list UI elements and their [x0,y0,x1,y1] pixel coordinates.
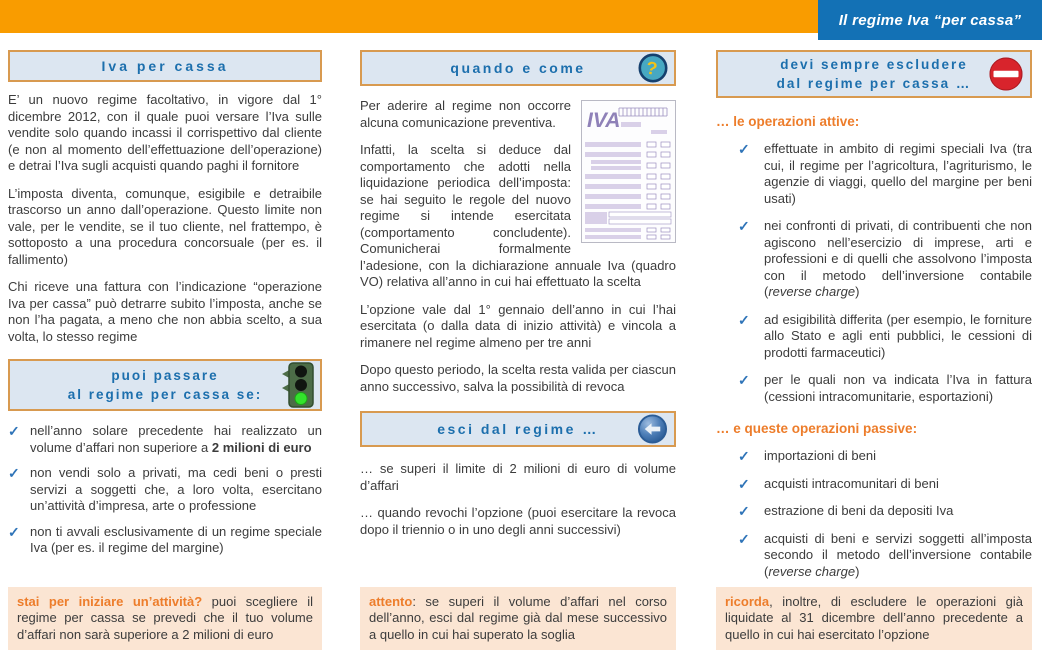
section-header-label: Iva per cassa [101,58,229,74]
paragraph-intro: E’ un nuovo regime facoltativo, in vigore dal 1° dicembre 2012, con il quale puoi versare l’Iva sulle vendite solo quando incassi il corrispettivo dal cliente (e non al momento dell’effettuazione dell’operazione) e detrai l’Iva sugli acquisti quando paghi il fornitore [8,92,322,173]
exit-condition: … se superi il limite di 2 milioni di euro di volume d’affari [360,461,676,493]
exit-condition: … quando revochi l’opzione (puoi esercitare la revoca dopo il triennio o in uno degli anni successivi) [360,505,676,537]
check-icon: ✓ [738,218,750,234]
iva-form-label: IVA [587,109,621,132]
check-icon: ✓ [738,475,750,492]
note-lead: stai per iniziare un’attività? [17,593,203,609]
section-header-line: puoi passare [111,368,219,383]
note-text: puoi scegliere il regime per cassa se prevedi che il tuo volume d’affari non sarà superiore a 2 milioni di euro [17,593,313,642]
column-esclusioni [716,50,1032,654]
text-segment: nell’anno solare precedente hai realizzato un volume d’affari non superiore a [30,423,322,455]
text-segment-italic: reverse charge [768,284,856,299]
text-segment: ) [855,284,860,299]
back-arrow-icon [637,414,668,445]
text-segment: ) [855,563,860,579]
heading-operazioni-attive: … le operazioni attive: [716,114,860,129]
check-icon: ✓ [738,311,750,328]
check-icon: ✓ [738,448,750,464]
section-header-label: quando e come [450,60,586,76]
check-icon: ✓ [738,141,750,157]
check-item [716,503,1032,520]
page-title: Il regime Iva “per cassa” [818,0,1042,40]
check-item [716,218,1032,301]
text-segment-italic: reverse charge [768,563,856,579]
check-text: per le quali non va indicata l’Iva in fattura (cessioni intracomunitarie, esportazioni) [764,372,1032,404]
paragraph-fattura: Chi riceve una fattura con l’indicazione “operazione Iva per cassa” può detrarre subito l’imposta, anche se non l’ha pagata, a meno che non abbia scelto, a sua volta, lo stesso regime [8,279,322,344]
heading-operazioni-passive: … e queste operazioni passive: [716,421,918,436]
check-item [8,423,322,456]
question-glyph: ? [644,57,662,80]
paragraph-adesione: Per aderire al regime non occorre alcuna comunicazione preventiva. [360,98,571,130]
note-box-ricorda [716,587,1032,651]
check-item [8,524,322,557]
check-text: acquisti intracomunitari di beni [764,475,939,491]
note-text: , inoltre, di escludere le operazioni già liquidate al 31 dicembre dell’anno precedente a quello in cui hai esercitato l’opzione [725,593,1023,642]
check-item [716,141,1032,207]
traffic-light-icon [280,362,314,408]
paragraph-comportamento: Infatti, la scelta si deduce dal comportamento che adotti nella liquidazione periodica dell’imposta: se hai seguito le regole del nuovo regime si intende esercitata (comportamento concludente). Comunicherai formalmente l’adesione, con la dichiarazione annuale Iva (quadro VO) relativa all’anno in cui hai effettuato la scelta [360,142,676,289]
check-item [716,531,1032,581]
check-item [8,465,322,515]
question-mark-icon [638,53,668,83]
section-header-line: al regime per cassa se: [67,387,263,402]
check-icon: ✓ [738,530,750,547]
section-header-line: dal regime per cassa … [776,76,972,91]
note-lead: ricorda [725,593,770,609]
check-icon: ✓ [738,503,750,519]
section-header-quando-e-come [360,50,676,86]
no-entry-icon [988,56,1024,92]
text-segment: acquisti di beni e servizi soggetti all’imposta secondo il metodo dell’inversione contabile ( [764,530,1032,579]
column-iva-per-cassa [8,50,322,654]
text-segment: nei confronti di privati, di contribuenti che non agiscono nell’esercizio di imprese, arti e professioni e di quelli che assolvono l’imposta con il metodo dell’inversione contabile ( [764,218,1032,299]
section-header-puoi-passare [8,359,322,411]
check-text: non vendi solo a privati, ma cedi beni o presti servizi a soggetti che, a loro volta, esercitano un’attività d’impresa, arte o professione [30,465,322,513]
check-item [716,372,1032,405]
note-box-inizio-attivita [8,587,322,651]
check-text [764,531,1032,581]
column-quando-e-come [360,50,676,654]
check-icon: ✓ [738,372,750,388]
check-item [716,476,1032,493]
check-text: effettuate in ambito di regimi speciali Iva (tra cui, il regime per l’agricoltura, l’agriturismo, le agenzie di viaggi, quello del margine per beni usati) [764,141,1032,206]
text-segment-bold: 2 milioni di euro [211,439,312,455]
section-header-label: esci dal regime … [437,421,599,437]
check-text: ad esigibilità differita (per esempio, le forniture allo Stato e agli enti pubblici, le cessioni di prodotti farmaceutici) [764,311,1032,360]
check-item [716,448,1032,465]
check-text [764,218,1032,301]
check-text: estrazione di beni da depositi Iva [764,503,954,518]
section-header-esclusioni [716,50,1032,98]
section-header-iva-per-cassa [8,50,322,82]
check-icon: ✓ [8,523,20,540]
section-header-esci-dal-regime [360,411,676,447]
check-icon: ✓ [8,423,20,439]
paragraph-periodo: Dopo questo periodo, la scelta resta valida per ciascun anno successivo, salva la possibilità di revoca [360,362,676,394]
note-lead: attento [369,593,413,609]
iva-form-image [581,100,676,243]
check-item [716,312,1032,362]
section-header-line: devi sempre escludere [780,57,968,72]
paragraph-esigibilita: L’imposta diventa, comunque, esigibile e detraibile trascorso un anno dall’operazione. Questo limite non vale, per le vendite, se il tuo cliente, nel frattempo, è sottoposto a una procedura concorsuale (per es. il fallimento) [8,185,322,267]
note-text: : se superi il volume d’affari nel corso dell’anno, esci dal regime già dal mese successivo a quello in cui hai superato la soglia [369,593,667,642]
check-icon: ✓ [8,465,20,481]
paragraph-opzione: L’opzione vale dal 1° gennaio dell’anno in cui l’hai esercitata (o dalla data di inizio attività) e vincola a rimanere nel regime almeno per tre anni [360,301,676,350]
note-box-attento [360,587,676,651]
check-text: non ti avvali esclusivamente di un regime speciale Iva (per es. il regime del margine) [30,523,322,555]
check-text: importazioni di beni [764,448,877,463]
check-text [30,423,322,456]
